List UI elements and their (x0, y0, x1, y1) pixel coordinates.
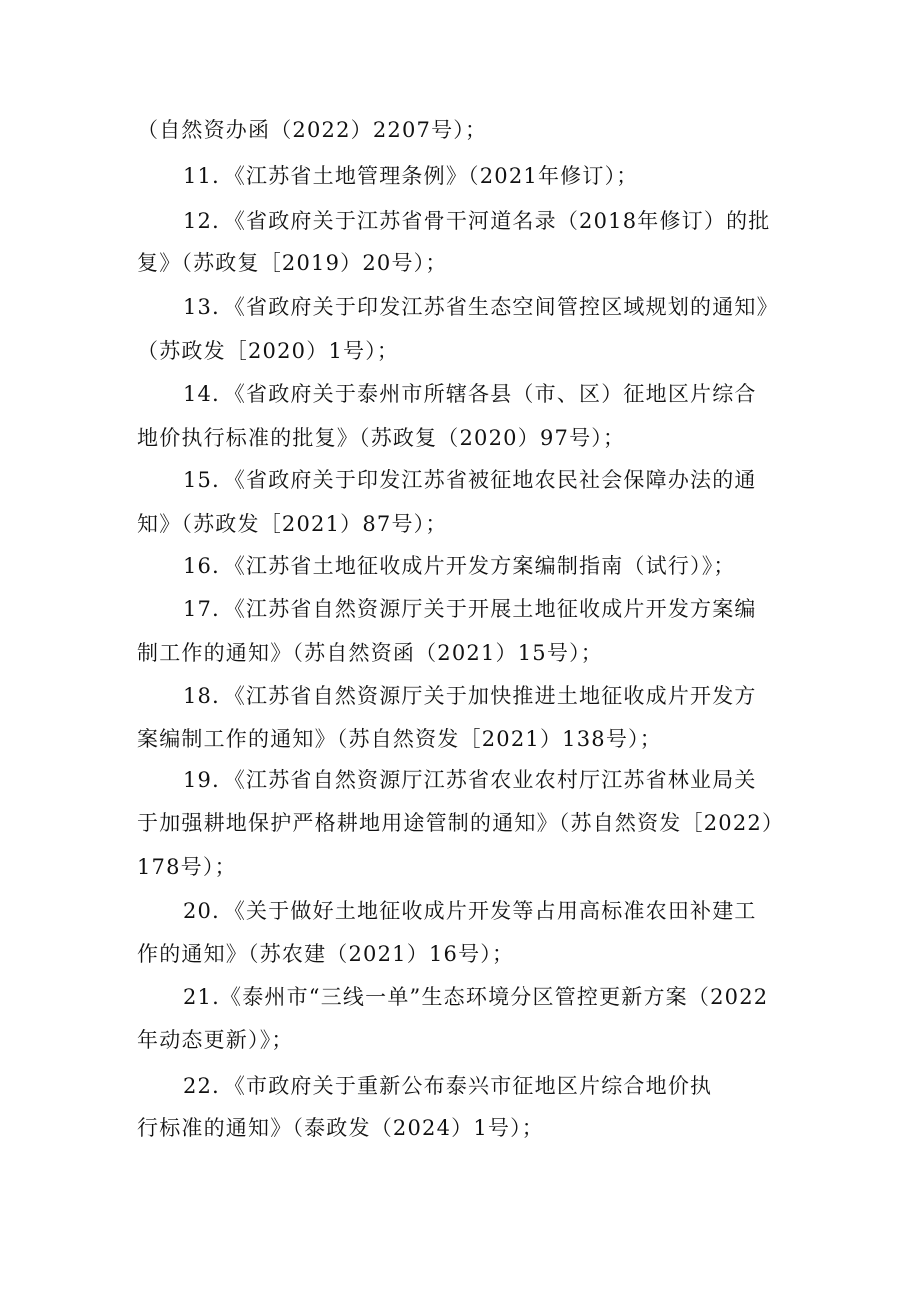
text-line: 20．《关于做好土地征收成片开发等占用高标准农田补建工 (183, 899, 757, 923)
text-line: 11．《江苏省土地管理条例》（2021年修订）； (183, 164, 639, 188)
text-line: 18．《江苏省自然资源厅关于加快推进土地征收成片开发方 (183, 684, 757, 708)
text-line: 16．《江苏省土地征收成片开发方案编制指南（试行）》； (183, 554, 736, 578)
text-line: 14．《省政府关于泰州市所辖各县（市、区）征地区片综合 (183, 382, 757, 406)
text-line: 178号）； (137, 855, 237, 879)
text-line: 19．《江苏省自然资源厅江苏省农业农村厅江苏省林业局关 (183, 768, 757, 792)
text-line: 复》（苏政复［2019）20号）； (137, 251, 448, 275)
text-line: 15．《省政府关于印发江苏省被征地农民社会保障办法的通 (183, 468, 757, 492)
text-line: 22．《市政府关于重新公布泰兴市征地区片综合地价执 (183, 1074, 713, 1098)
text-line: （苏政发［2020）1号）； (137, 339, 400, 363)
text-line: 作的通知》（苏农建（2021）16号）； (137, 942, 515, 966)
text-line: 12．《省政府关于江苏省骨干河道名录（2018年修订）的批 (183, 209, 771, 233)
text-line: 知》（苏政发［2021）87号）； (137, 512, 448, 536)
text-line: 制工作的通知》（苏自然资函（2021）15号）； (137, 641, 603, 665)
text-line: 17．《江苏省自然资源厅关于开展土地征收成片开发方案编 (183, 597, 757, 621)
text-line: 于加强耕地保护严格耕地用途管制的通知》（苏自然资发［2022） (137, 811, 785, 835)
text-line: 案编制工作的通知》（苏自然资发［2021）138号）； (137, 727, 662, 751)
text-line: 年动态更新）》； (137, 1028, 294, 1052)
text-line: 21.《泰州市“三线一单”生态环境分区管控更新方案（2022 (183, 985, 769, 1009)
text-line: 行标准的通知》（泰政发（2024）1号）； (137, 1116, 545, 1140)
text-line: 地价执行标准的批复》（苏政复（2020）97号）； (137, 426, 626, 450)
text-line: 13．《省政府关于印发江苏省生态空间管控区域规划的通知》 (183, 295, 779, 319)
text-line: （自然资办函（2022）2207号）； (137, 118, 488, 142)
